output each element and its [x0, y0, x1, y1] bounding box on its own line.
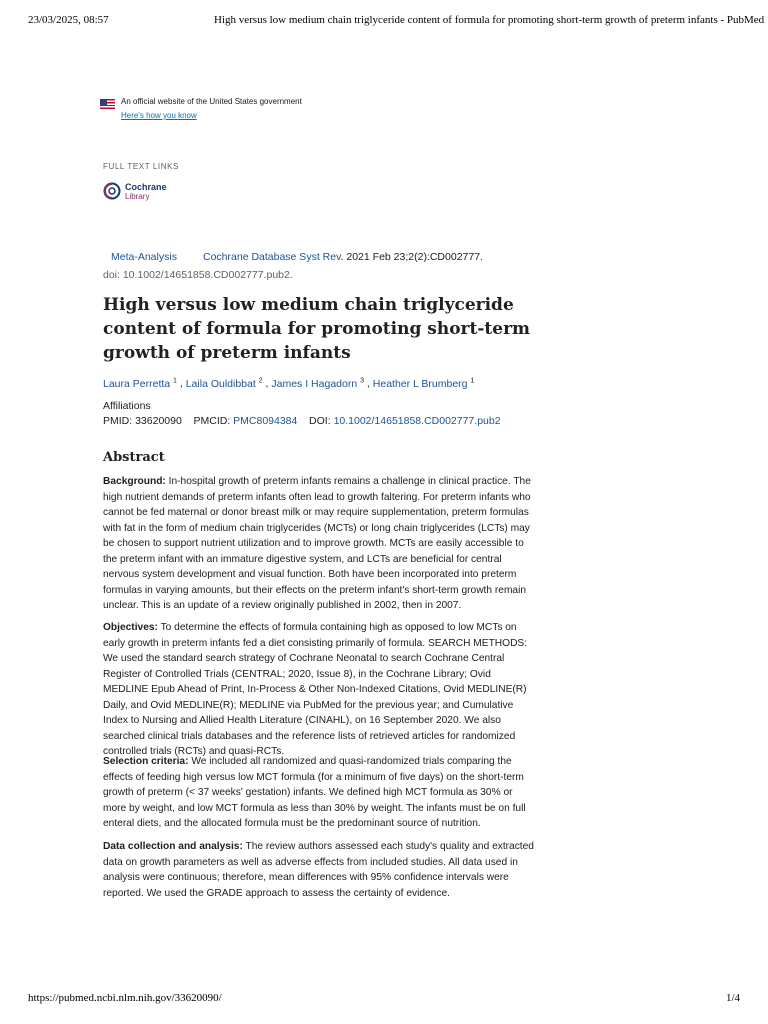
print-page-title: High versus low medium chain triglyceride content of formula for promoting short-term growth of preterm infants - PubMed	[214, 14, 765, 26]
cochrane-logo-text: Cochrane	[125, 182, 167, 192]
doi-label: DOI:	[309, 415, 331, 427]
section-label: Data collection and analysis:	[103, 841, 243, 852]
journal-link[interactable]: Cochrane Database Syst Rev	[203, 251, 341, 263]
pmcid-label: PMCID:	[193, 415, 231, 427]
pmid-label: PMID:	[103, 415, 133, 427]
cochrane-library-link[interactable]	[103, 181, 183, 205]
pmid-value: 33620090	[135, 415, 182, 427]
section-label: Objectives:	[103, 622, 158, 633]
doi-link[interactable]: 10.1002/14651858.CD002777.pub2	[333, 415, 501, 427]
heres-how-you-know-link[interactable]: Here's how you know	[121, 111, 197, 120]
section-label: Background:	[103, 476, 166, 487]
abstract-selection-criteria	[103, 754, 537, 832]
abstract-background	[103, 474, 537, 614]
gov-banner-text: An official website of the United States government	[121, 97, 302, 106]
full-text-links-label: FULL TEXT LINKS	[103, 162, 179, 171]
cochrane-logo-icon	[103, 182, 121, 200]
section-label: Selection criteria:	[103, 756, 189, 767]
section-text: We included all randomized and quasi-randomized trials comparing the effects of feeding high versus low MCT formula (for a minimum of five days) on the short-term growth of preterm (< 37 weeks' gestation) infants. We defined high MCT formula as 30% or more by weight, and low MCT formula as less than 30% by weight. The infants must be on full enteral diets, and the allocated formula must be the predominant source of nutrition.	[103, 756, 526, 829]
section-text: The review authors assessed each study's quality and extracted data on growth parameters as well as adverse effects from included studies. All data used in analysis were continuous; therefore, mean differences with 95% confidence intervals were reported. We used the GRADE approach to assess the certainty of evidence.	[103, 841, 534, 899]
abstract-heading: Abstract	[103, 450, 165, 465]
abstract-objectives	[103, 620, 537, 760]
affiliations-toggle[interactable]: Affiliations	[103, 400, 151, 412]
print-page-number: 1/4	[725, 992, 740, 1004]
citation-text: . 2021 Feb 23;2(2):CD002777.	[340, 251, 483, 263]
publication-type-link[interactable]: Meta-Analysis	[111, 251, 177, 263]
author-link[interactable]: James I Hagadorn $^3$	[271, 377, 364, 390]
section-text: To determine the effects of formula containing high as opposed to low MCTs on early growth in preterm infants fed a diet consisting primarily of formula. SEARCH METHODS: We used the standard search strategy of Cochrane Neonatal to search Cochrane Central Register of Controlled Trials (CENTRAL; 2020, Issue 8), in the Cochrane Library; Ovid MEDLINE Epub Ahead of Print, In-Process & Other Non-Indexed Citations, Ovid MEDLINE(R) Daily, and Ovid MEDLINE(R); MEDLINE via PubMed for the previous year; and Cumulative Index to Nursing and Allied Health Literature (CINAHL), on 16 September 2020. We also searched clinical trials databases and the reference lists of retrieved articles for randomized controlled trials (RCTs) and quasi-RCTs.	[103, 622, 528, 757]
author-link[interactable]: Heather L Brumberg $^1$	[372, 377, 475, 390]
section-text: In-hospital growth of preterm infants remains a challenge in clinical practice. The high nutrient demands of preterm infants often lead to growth faltering. For preterm infants who cannot be fed maternal or donor breast milk or may require supplementation, preterm formulas with fat in the form of medium chain triglycerides (MCTs) or long chain triglycerides (LCTs) may be chosen to support nutrient utilization and to improve growth. MCTs are easily accessible to the preterm infant with an immature digestive system, and LCTs are beneficial for central nervous system development and visual function. Both have been incorporated into preterm formulas in varying amounts, but their effects on the preterm infant's short-term growth remain unclear. This is an update of a review originally published in 2002, then in 2007.	[103, 476, 531, 611]
library-logo-text: Library	[125, 192, 150, 201]
abstract-data-collection	[103, 839, 537, 901]
pmcid-link[interactable]: PMC8094384	[233, 415, 298, 427]
doi-citation: doi: 10.1002/14651858.CD002777.pub2.	[103, 269, 293, 281]
print-url: https://pubmed.ncbi.nlm.nih.gov/33620090/	[28, 992, 222, 1004]
print-header	[28, 14, 765, 28]
article-title: High versus low medium chain triglyceride content of formula for promoting short-term growth of preterm infants	[103, 295, 531, 363]
us-flag-icon	[100, 99, 115, 109]
journal-citation	[203, 251, 483, 263]
author-list: Laura Perretta $^1$ , Laila Ouldibbat $^2$ , James I Hagadorn $^3$ , Heather L Brumberg $^1$	[103, 377, 475, 390]
author-link[interactable]: Laila Ouldibbat $^2$	[185, 377, 263, 390]
article-identifiers	[103, 415, 501, 427]
print-timestamp: 23/03/2025, 08:57	[28, 14, 109, 26]
author-link[interactable]: Laura Perretta $^1$	[103, 377, 177, 390]
print-footer	[28, 992, 740, 1006]
article-meta	[111, 251, 483, 263]
